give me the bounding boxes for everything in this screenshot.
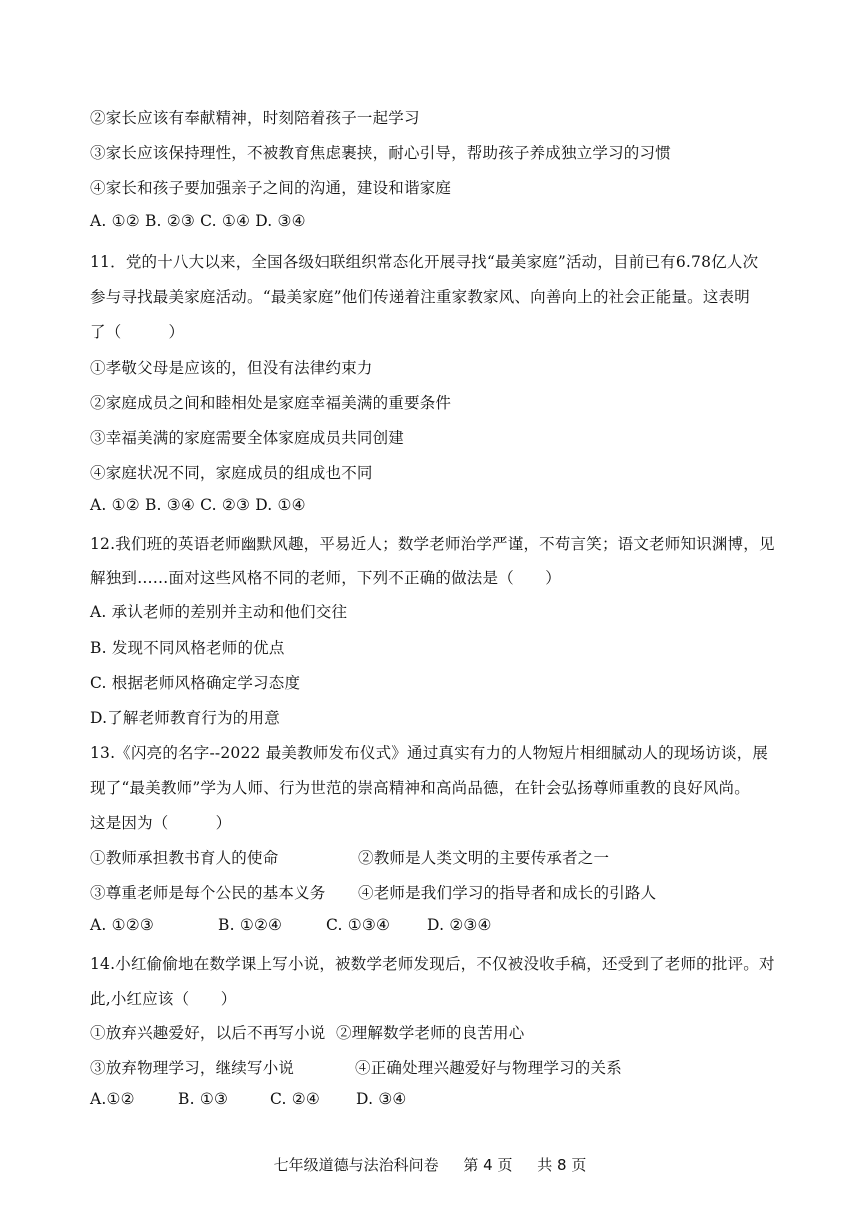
q13-options-row2 — [90, 881, 656, 903]
q13-option-3: ③尊重老师是每个公民的基本义务 — [90, 884, 326, 902]
page-footer — [0, 1154, 860, 1175]
q14-choice-c: C. ②④ — [270, 1090, 320, 1108]
q14-option-2: ②理解数学老师的良苦用心 — [336, 1024, 525, 1042]
q13-option-4: ④老师是我们学习的指导者和成长的引路人 — [358, 884, 657, 902]
q14-choice-d: D. ③④ — [356, 1090, 407, 1108]
footer-page-number: 第 4 页 — [463, 1156, 513, 1174]
footer-total-pages: 共 8 页 — [537, 1156, 587, 1174]
q10-choices: A. ①② B. ②③ C. ①④ D. ③④ — [90, 212, 306, 230]
q14-option-4: ④正确处理兴趣爱好与物理学习的关系 — [355, 1059, 622, 1077]
q13-stem-line2: 现了“最美教师”学为人师、行为世范的崇高精神和高尚品德，在针会弘扬尊师重教的良好风尚。 — [90, 779, 750, 797]
q14-option-1: ①放弃兴趣爱好，以后不再写小说 — [90, 1024, 326, 1042]
q11-option-2: ②家庭成员之间和睦相处是家庭幸福美满的重要条件 — [90, 394, 452, 412]
q13-choices — [90, 916, 492, 934]
q11-choices: A. ①② B. ③④ C. ②③ D. ①④ — [90, 496, 306, 514]
q11-option-1: ①孝敬父母是应该的，但没有法律约束力 — [90, 359, 373, 377]
q13-choice-c: C. ①③④ — [326, 916, 391, 934]
q12-option-a: A. 承认老师的差别并主动和他们交往 — [90, 603, 348, 621]
q10-option-2: ②家长应该有奉献精神，时刻陪着孩子一起学习 — [90, 109, 420, 127]
q12-option-c: C. 根据老师风格确定学习态度 — [90, 674, 301, 692]
q11-option-4: ④家庭状况不同，家庭成员的组成也不同 — [90, 464, 373, 482]
q14-options-row2 — [90, 1056, 622, 1078]
q11-option-3: ③幸福美满的家庭需要全体家庭成员共同创建 — [90, 429, 405, 447]
q13-option-2: ②教师是人类文明的主要传承者之一 — [358, 849, 610, 867]
q12-option-b: B. 发现不同风格老师的优点 — [90, 639, 285, 657]
q13-choice-b: B. ①②④ — [218, 916, 283, 934]
q14-choice-b: B. ①③ — [178, 1090, 229, 1108]
q12-stem-line1: 12.我们班的英语老师幽默风趣，平易近人；数学老师治学严谨，不苟言笑；语文老师知识渊博，见 — [90, 535, 775, 553]
q13-choice-d: D. ②③④ — [427, 916, 492, 934]
footer-title: 七年级道德与法治科问卷 — [273, 1156, 439, 1174]
q14-choices — [90, 1090, 407, 1108]
q13-choice-a: A. ①②③ — [90, 916, 154, 934]
q11-stem-line1: 11．党的十八大以来，全国各级妇联组织常态化开展寻找“最美家庭”活动，目前已有6.78亿人次 — [90, 253, 759, 271]
q10-option-4: ④家长和孩子要加强亲子之间的沟通，建设和谐家庭 — [90, 179, 452, 197]
q13-stem-line3: 这是因为（ ） — [90, 814, 232, 832]
q10-option-3: ③家长应该保持理性，不被教育焦虑裹挟，耐心引导，帮助孩子养成独立学习的习惯 — [90, 144, 671, 162]
q14-options-row1 — [90, 1021, 524, 1043]
q13-option-1: ①教师承担教书育人的使命 — [90, 849, 279, 867]
q12-stem-line2: 解独到……面对这些风格不同的老师，下列不正确的做法是（ ） — [90, 569, 562, 587]
q12-option-d: D.了解老师教育行为的用意 — [90, 709, 280, 727]
q11-stem-line2: 参与寻找最美家庭活动。“最美家庭”他们传递着注重家教家风、向善向上的社会正能量。这表明 — [90, 288, 750, 306]
q14-choice-a: A.①② — [90, 1090, 135, 1108]
q14-option-3: ③放弃物理学习，继续写小说 — [90, 1059, 295, 1077]
q13-options-row1 — [90, 846, 609, 868]
q14-stem-line2: 此,小红应该（ ） — [90, 990, 237, 1008]
q13-stem-line1: 13.《闪亮的名字--2022 最美教师发布仪式》通过真实有力的人物短片相细腻动人的现场访谈，展 — [90, 744, 769, 762]
q14-stem-line1: 14.小红偷偷地在数学课上写小说，被数学老师发现后，不仅被没收手稿，还受到了老师的批评。对 — [90, 955, 775, 973]
q11-stem-line3: 了（ ） — [90, 323, 185, 341]
